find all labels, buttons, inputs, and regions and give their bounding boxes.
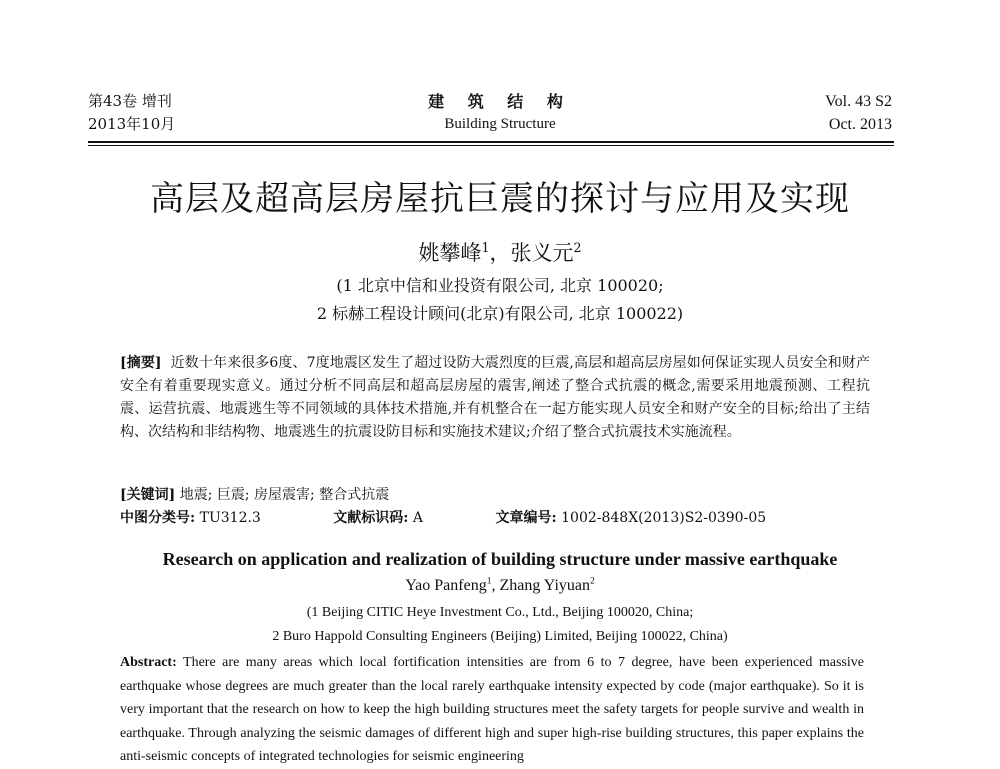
header-rule-thin [88, 145, 894, 146]
document-code [333, 507, 457, 529]
author-separator: ， [489, 241, 511, 265]
abstract-cn [120, 352, 870, 444]
date-cn: 2013年10月 [88, 115, 176, 133]
author-2-sup: 2 [573, 240, 582, 255]
affiliation-1-en: (1 Beijing CITIC Heye Investment Co., Ltd., Beijing 100020, China; [306, 605, 694, 620]
journal-name-en: Building Structure [444, 116, 556, 132]
abstract-label-cn: [摘要] [120, 355, 162, 371]
clc-label: 中图分类号: [120, 510, 196, 526]
keywords-text-cn: 地震; 巨震; 房屋震害; 整合式抗震 [179, 487, 390, 503]
classification-cn [120, 507, 870, 529]
volume-en: Vol. 43 S2 [825, 93, 892, 110]
article-number [496, 507, 801, 529]
paper-title-en: Research on application and realization of building structure under massive earthquake [162, 549, 838, 569]
clc-number [120, 507, 295, 529]
issue-cn: 第43卷 增刊 [88, 92, 172, 110]
authors-cn [0, 238, 1000, 268]
author-1-en: Yao Panfeng [405, 577, 487, 594]
abstract-text-en: There are many areas which local fortification intensities are from 6 to 7 degree, have been experienced massive earthquake whose degrees are much greater than the local rarely earthquake intensity expected by code (major earthquake). So it is very important that the research on how to keep the high building structures meet the safety targets for people survive and wealth in earthquake. Through analyzing the seismic damages of different high and super high-rise building structures, this paper explains the anti-seismic concepts of integrated technologies for seismic engineering [120, 655, 864, 764]
art-label: 文章编号: [495, 510, 557, 526]
doc-value: A [412, 510, 424, 526]
abstract-label-en: Abstract: [120, 655, 177, 670]
authors-en [0, 575, 1000, 597]
header-rule-thick [88, 141, 894, 143]
author-2-en: Zhang Yiyuan [499, 577, 590, 594]
author-1-cn: 姚攀峰 [418, 241, 482, 265]
affiliation-1-cn: (1 北京中信和业投资有限公司, 北京 100020; [336, 276, 664, 295]
abstract-en [120, 651, 864, 769]
keywords-cn [120, 484, 870, 506]
affiliation-2-cn: 2 标赫工程设计顾问(北京)有限公司, 北京 100022) [316, 304, 684, 323]
affiliation-2-en: 2 Buro Happold Consulting Engineers (Beijing) Limited, Beijing 100022, China) [272, 629, 728, 644]
keywords-label-cn: [关键词] [120, 487, 176, 503]
paper-title-cn: 高层及超高层房屋抗巨震的探讨与应用及实现 [150, 179, 850, 219]
issue-info-en [825, 90, 892, 136]
author-separator-en: , [491, 577, 500, 594]
art-value: 1002-848X(2013)S2-0390-05 [561, 510, 767, 526]
clc-value: TU312.3 [199, 510, 261, 526]
abstract-text-cn: 近数十年来很多6度、7度地震区发生了超过设防大震烈度的巨震,高层和超高层房屋如何保证实现人员安全和财产安全有着重要现实意义。通过分析不同高层和超高层房屋的震害,阐述了整合式抗震的概念,需要采用地震预测、工程抗震、运营抗震、地震逃生等不同领域的具体技术措施,并有机整合在一起方能实现人员安全和财产安全的目标;给出了主结构、次结构和非结构物、地震逃生的抗震设防目标和实施技术建议;介绍了整合式抗震技术实施流程。 [120, 355, 871, 440]
date-en: Oct. 2013 [828, 116, 892, 133]
doc-label: 文献标识码: [333, 510, 409, 526]
journal-name-cn: 建 筑 结 构 [428, 92, 572, 111]
author-1-en-sup: 1 [486, 575, 492, 587]
author-1-sup: 1 [481, 240, 490, 255]
author-2-cn: 张义元 [510, 241, 574, 265]
author-2-en-sup: 2 [589, 575, 595, 587]
